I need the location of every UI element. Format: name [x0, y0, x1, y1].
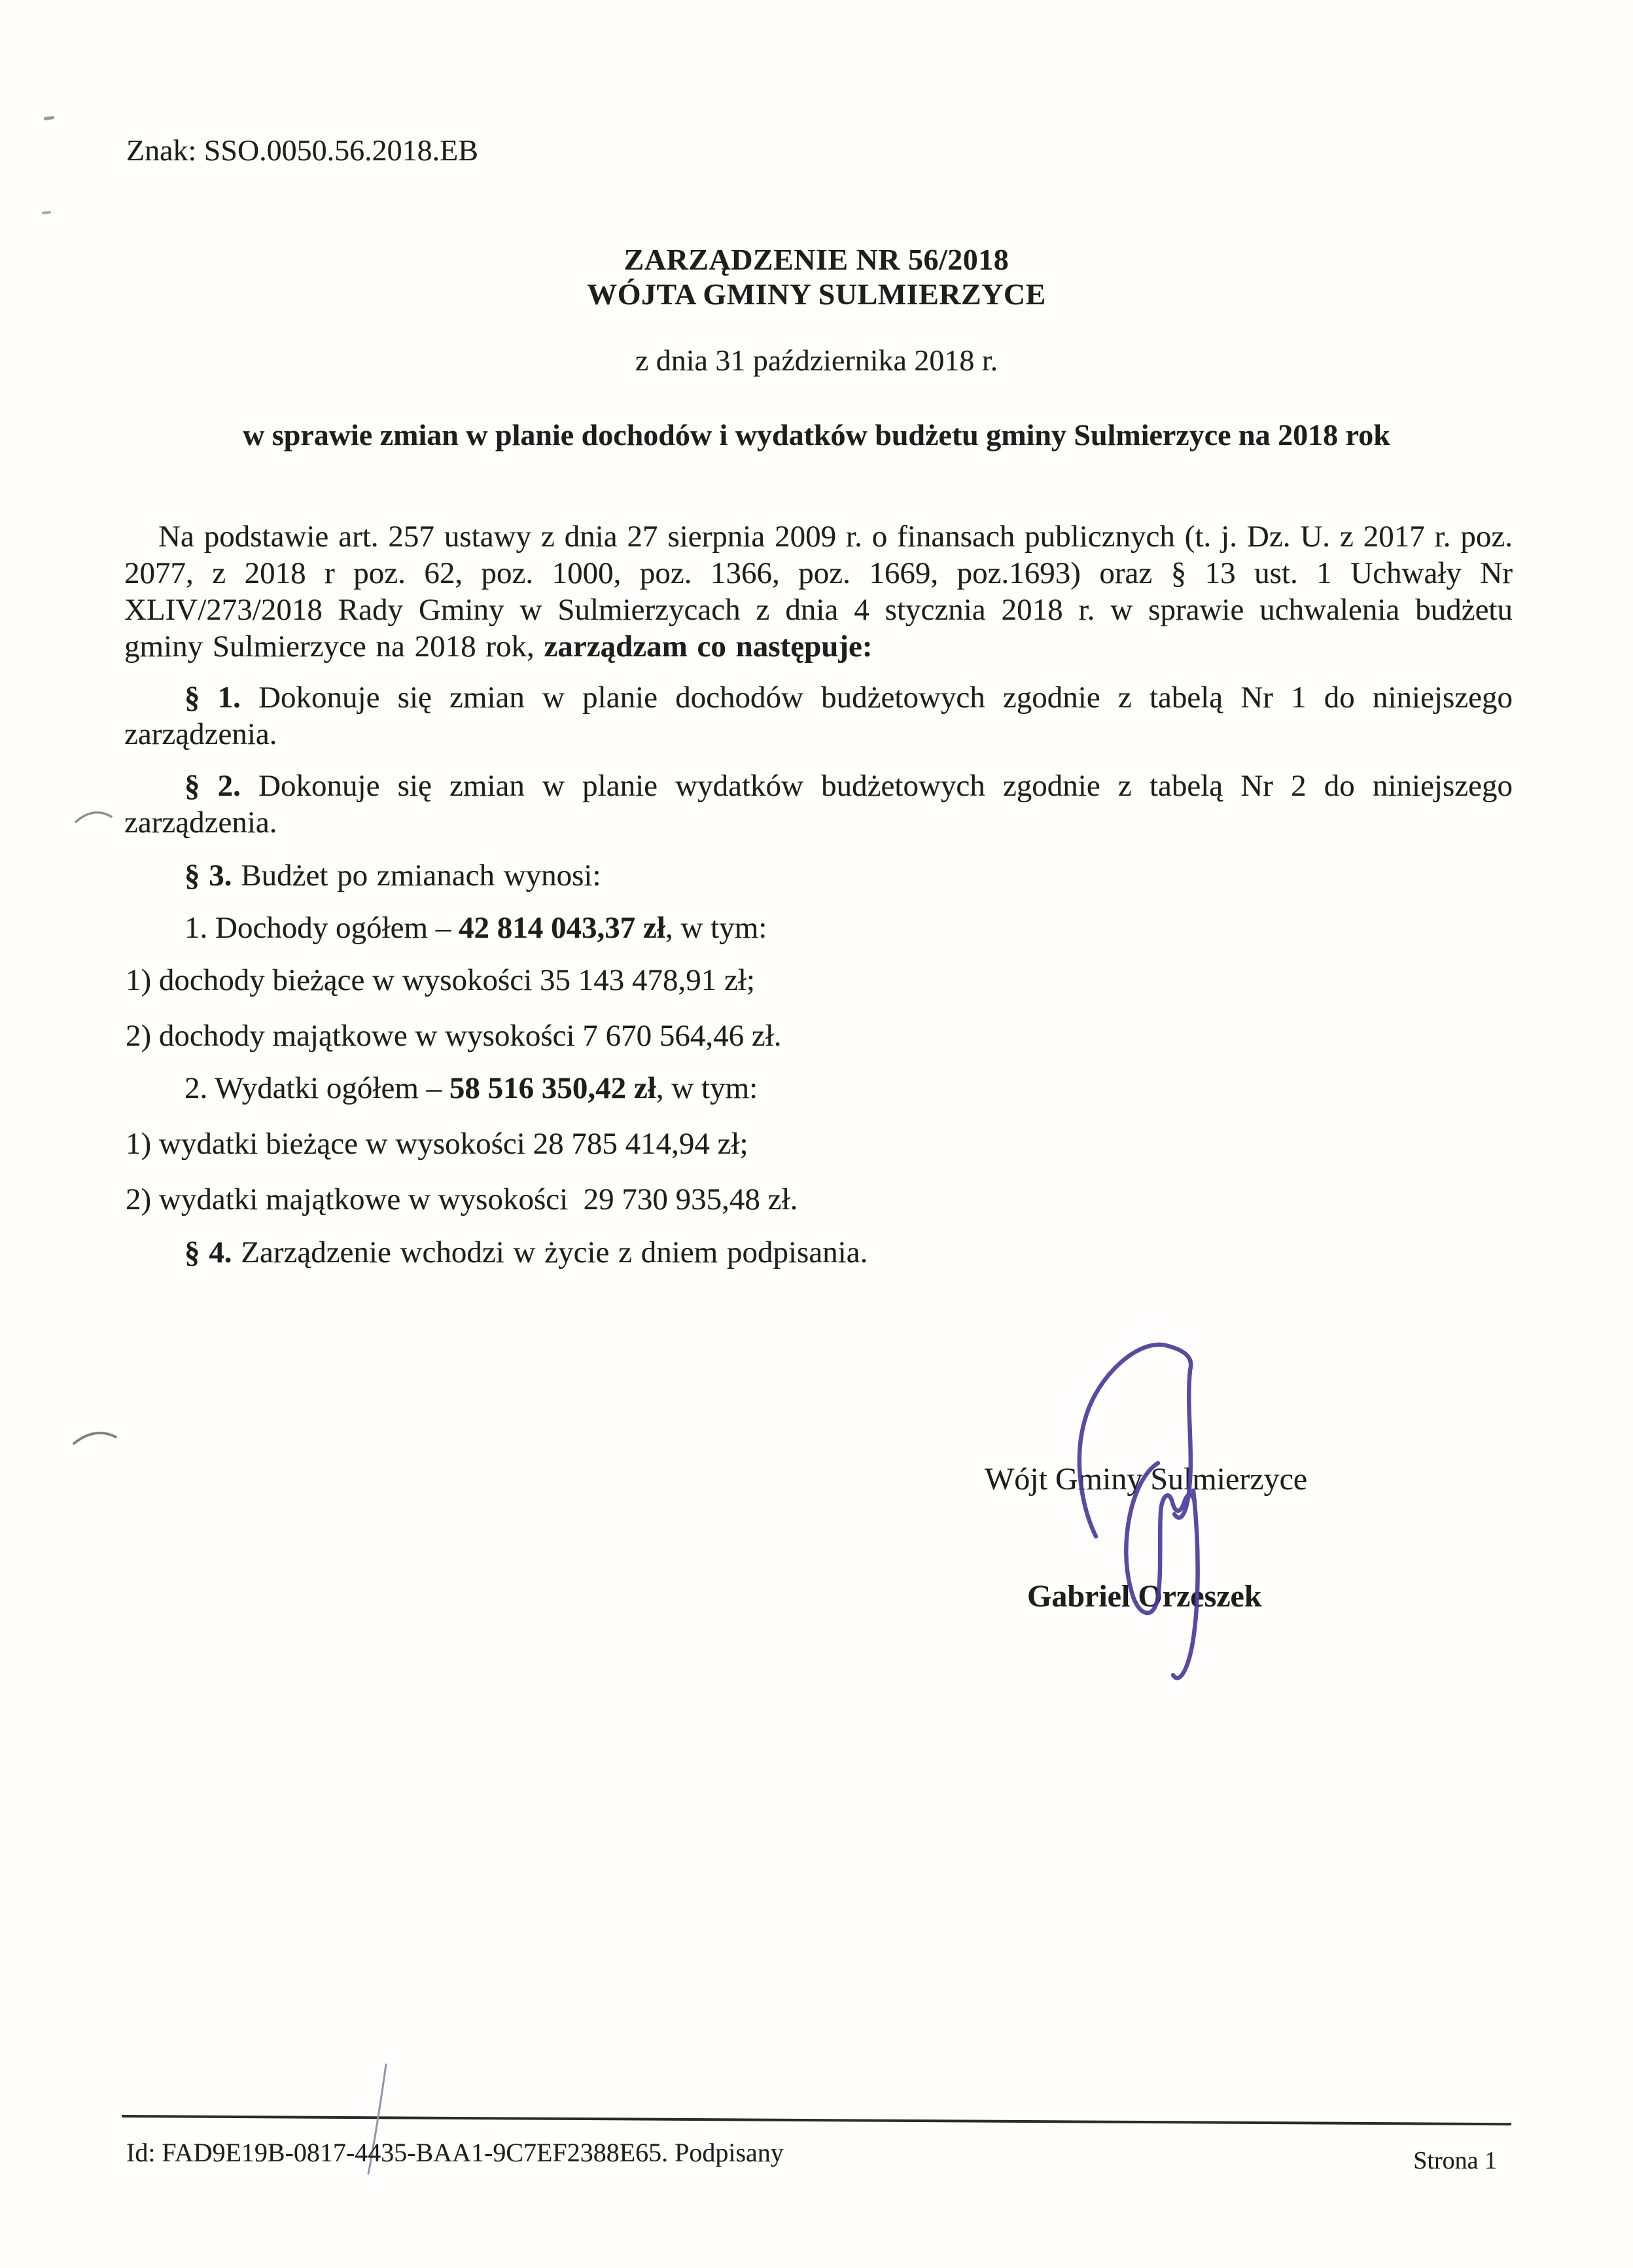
section-4-text: Zarządzenie wchodzi w życie z dniem podpisania.: [232, 1235, 868, 1269]
title-line-2: WÓJTA GMINY SULMIERZYCE: [587, 277, 1046, 311]
expense-amount: 58 516 350,42 zł: [449, 1071, 656, 1105]
expense-item-1: 1) wydatki bieżące w wysokości 28 785 414,94 zł;: [126, 1127, 748, 1161]
section-3-text: Budżet po zmianach wynosi:: [232, 859, 601, 893]
expense-item-2: 2) wydatki majątkowe w wysokości 29 730 935,48 zł.: [126, 1182, 798, 1216]
footer-page-number: Strona 1: [1413, 2147, 1497, 2174]
section-1-number: § 1.: [184, 681, 241, 715]
section-2-text: Dokonuje się zmian w planie wydatków budżetowych zgodnie z tabelą Nr 2 do niniejszego zarządzenia.: [124, 769, 1513, 840]
expense-tail: , w tym:: [656, 1071, 758, 1105]
section-4-number: § 4.: [184, 1235, 232, 1269]
legal-basis-paragraph: [124, 518, 1513, 665]
title-line-1: ZARZĄDZENIE NR 56/2018: [623, 243, 1010, 276]
signature-name: Gabriel Orzeszek: [1027, 1579, 1262, 1614]
document-subject: w sprawie zmian w planie dochodów i wydatków budżetu gminy Sulmierzyce na 2018 rok: [243, 418, 1390, 452]
expense-total-line: [124, 1070, 1513, 1107]
section-1-paragraph: [124, 679, 1513, 753]
income-item-1: 1) dochody bieżące w wysokości 35 143 478,91 zł;: [126, 963, 755, 997]
footer-doc-id: Id: FAD9E19B-0817-4435-BAA1-9C7EF2388E65. Podpisany: [126, 2138, 784, 2167]
legal-basis-bold-tail: zarządzam co następuje:: [544, 629, 873, 664]
income-item-2: 2) dochody majątkowe w wysokości 7 670 564,46 zł.: [126, 1019, 782, 1053]
signature-role-label: Wójt Gminy Sulmierzyce: [985, 1462, 1308, 1497]
document-reference: Znak: SSO.0050.56.2018.EB: [126, 133, 478, 167]
handwritten-signature-ink: [1034, 1328, 1243, 1695]
income-tail: , w tym:: [665, 911, 767, 945]
scan-artifact-dash: [44, 116, 55, 120]
legal-basis-text: Na podstawie art. 257 ustawy z dnia 27 sierpnia 2009 r. o finansach publicznych (t. j. Dz. U. z 2017 r. poz. 2077, z 2018 r poz. 62, poz. 1000, poz. 1366, poz. 1669, poz.1693) oraz § 13 ust. 1 Uchwały Nr XLIV/273/2018 Rady Gminy w Sulmierzycach z dnia 4 stycznia 2018 r. w sprawie uchwalenia budżetu gminy Sulmierzyce na 2018 rok,: [124, 520, 1513, 664]
scan-artifact-dash: [42, 211, 51, 214]
section-1-text: Dokonuje się zmian w planie dochodów budżetowych zgodnie z tabelą Nr 1 do niniejszego zarządzenia.: [124, 681, 1513, 751]
section-2-paragraph: [124, 768, 1513, 841]
scan-artifact-arc: [72, 1426, 119, 1447]
income-lead: 1. Dochody ogółem –: [184, 911, 459, 945]
income-amount: 42 814 043,37 zł: [459, 911, 665, 945]
section-3-number: § 3.: [184, 859, 232, 893]
section-2-number: § 2.: [184, 769, 241, 803]
document-title: [0, 242, 1633, 311]
income-total-line: [124, 910, 1513, 946]
expense-lead: 2. Wydatki ogółem –: [184, 1071, 449, 1105]
section-4-paragraph: [124, 1234, 1513, 1271]
section-3-paragraph: [124, 857, 1513, 894]
document-date: z dnia 31 października 2018 r.: [635, 344, 998, 377]
scan-artifact-arc: [74, 805, 113, 826]
footer-divider: [122, 2115, 1511, 2125]
